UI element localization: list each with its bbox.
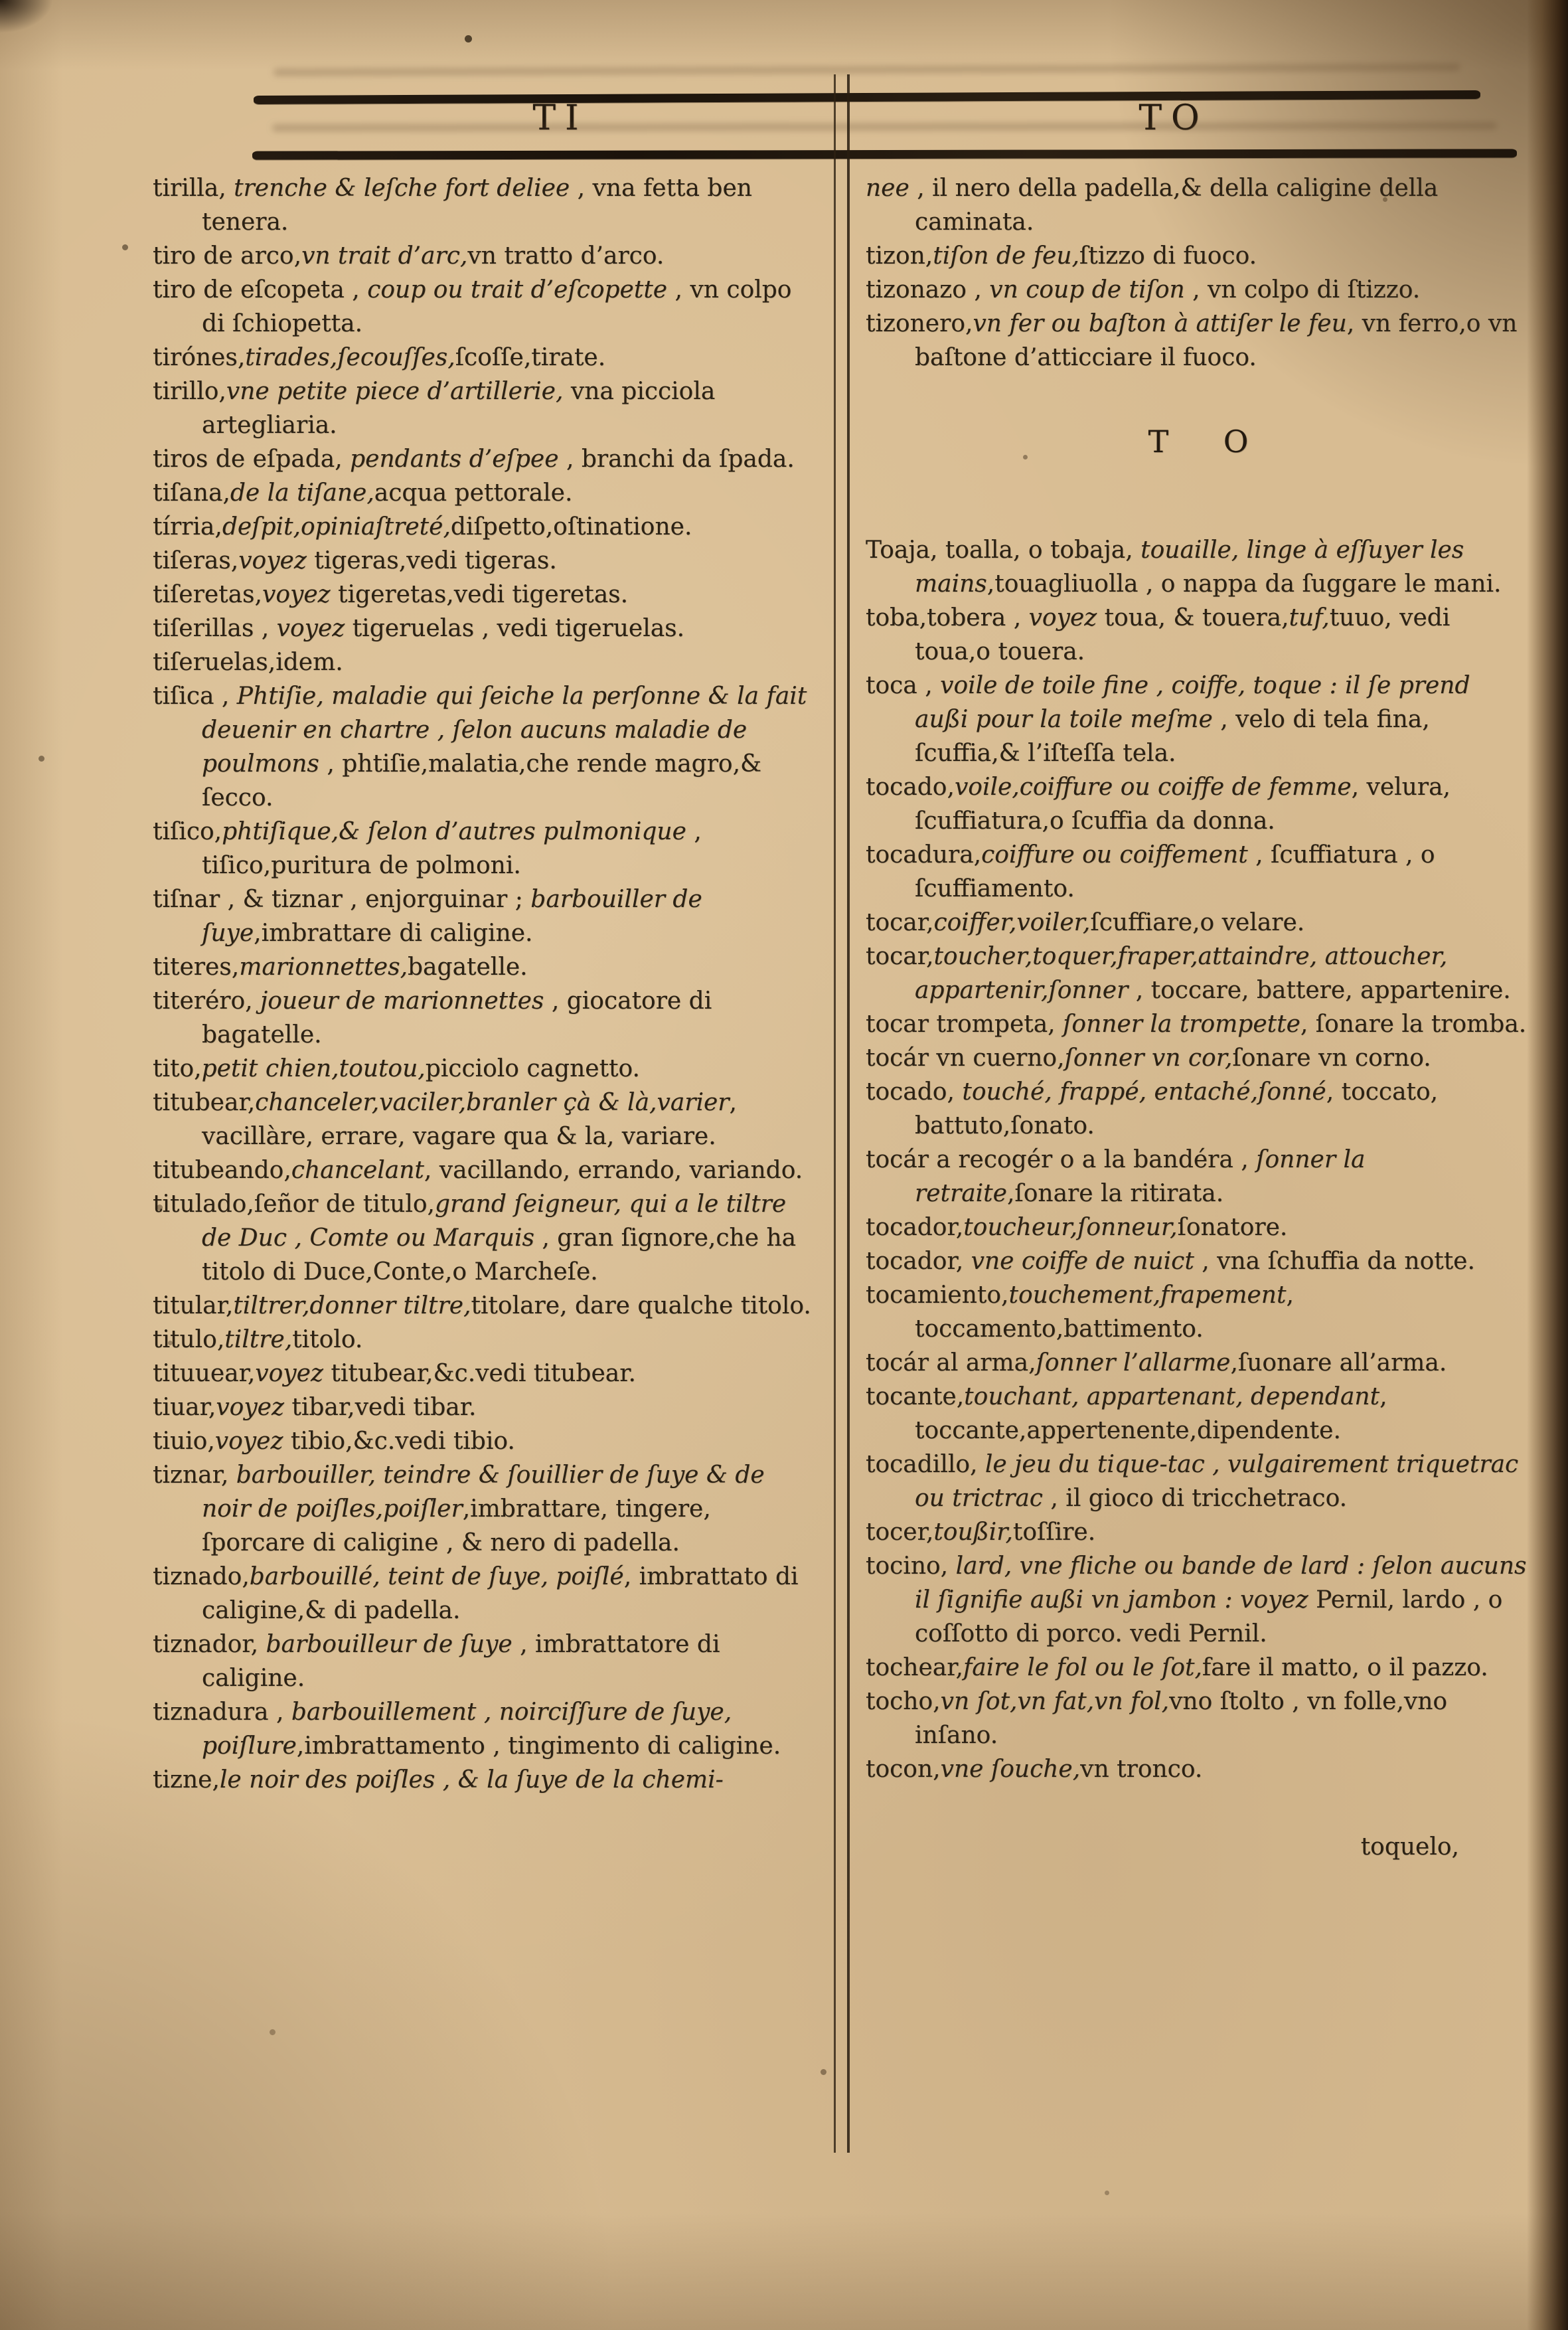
text-segment: tírria,	[153, 513, 222, 541]
french-gloss: touaille, linge à eſſuyer les mains	[915, 537, 1464, 598]
text-segment: tocár a recogér o a la bandéra ,	[866, 1146, 1257, 1173]
text-segment: tiſeruelas,idem.	[153, 649, 343, 676]
ink-specks	[0, 0, 3, 3]
text-segment: toca ,	[866, 672, 941, 699]
french-gloss: voyez	[238, 547, 307, 574]
text-segment: tiſnar , & tiznar , enjorguinar ;	[153, 886, 531, 913]
french-gloss: toucheur,ſonneur,	[963, 1214, 1178, 1241]
header-rule-bottom	[252, 149, 1517, 159]
french-gloss: toucher,toquer,fraper,attaindre, attoucher, appartenir,ſonner	[915, 943, 1448, 1004]
text-segment: titolare, dare qualche titolo.	[471, 1292, 811, 1319]
french-gloss: tiſon de feu,	[933, 242, 1079, 270]
dictionary-entry	[153, 1086, 818, 1153]
text-segment: tocino,	[866, 1552, 956, 1580]
text-segment: , toccamento,battimento.	[915, 1282, 1294, 1343]
text-segment: tocar,	[866, 943, 934, 970]
french-gloss: le jeu du tique-tac , vulgairement triquetrac ou trictrac	[915, 1451, 1519, 1512]
text-segment: tocár al arma,	[866, 1349, 1036, 1376]
right-column	[866, 171, 1531, 1864]
dictionary-entry	[153, 1763, 818, 1797]
dictionary-entry	[866, 1752, 1531, 1786]
dictionary-entry	[866, 1346, 1531, 1380]
text-segment: tocador,	[866, 1214, 964, 1241]
dictionary-entry	[866, 1448, 1531, 1515]
dictionary-entry	[866, 273, 1531, 307]
french-gloss: touchant, appartenant, dependant	[964, 1383, 1380, 1410]
text-segment: tocadillo,	[866, 1451, 985, 1478]
text-segment: tiuio,	[153, 1428, 215, 1455]
dictionary-entry	[866, 1685, 1531, 1752]
dictionary-entry	[153, 679, 818, 815]
dictionary-entry	[153, 815, 818, 882]
dictionary-entry	[153, 544, 818, 578]
french-gloss: voile,coiffure ou coiffe de femme	[954, 774, 1352, 801]
french-gloss: tirades,ſecouſſes,	[245, 344, 455, 371]
text-segment: tigeras,vedi tigeras.	[306, 547, 557, 574]
section-header-TO: T O	[1148, 424, 1271, 459]
text-segment: tiſerillas ,	[153, 615, 277, 642]
text-segment: Toaja, toalla, o tobaja,	[866, 537, 1141, 564]
text-segment: titolo.	[292, 1326, 363, 1353]
french-gloss: voile de toile fine , coiffe, toque : il ſe prend außi pour la toile meſme	[915, 672, 1470, 733]
text-segment: tizonero,	[866, 310, 973, 337]
text-segment: tocar,	[866, 909, 934, 936]
dictionary-entry	[866, 838, 1531, 906]
text-segment: ſtizzo di fuoco.	[1079, 242, 1257, 270]
french-gloss: tuf,	[1289, 604, 1330, 631]
french-gloss: vne petite piece d’artillerie,	[226, 378, 564, 405]
dictionary-entry	[866, 171, 1531, 239]
page-corner-shadow	[0, 0, 53, 33]
text-segment: toba,tobera ,	[866, 604, 1029, 631]
text-segment: Pernil, lardo , o coſſotto di porco. vedi Pernil.	[915, 1586, 1503, 1647]
text-segment: ſcoſſe,tirate.	[455, 344, 606, 371]
text-segment: , vn colpo di ſchiopetta.	[202, 276, 792, 337]
text-segment: , tiſico,puritura de polmoni.	[202, 818, 702, 879]
dictionary-entry	[866, 1651, 1531, 1685]
french-gloss: vn trait d’arc,	[301, 242, 468, 270]
dictionary-entry	[153, 984, 818, 1052]
text-segment: tigeretas,vedi tigeretas.	[330, 581, 629, 608]
dictionary-entry	[153, 578, 818, 612]
text-segment: tuuo, vedi toua,o touera.	[915, 604, 1450, 665]
text-segment: ſonatore.	[1177, 1214, 1288, 1241]
french-gloss: voyez	[276, 615, 345, 642]
text-segment: , phtiſie,malatia,che rende magro,& ſecco.	[202, 750, 762, 811]
text-segment: titeres,	[153, 954, 240, 981]
catchword: toquelo,	[1360, 1833, 1459, 1861]
text-segment: , ſonare la tromba.	[1300, 1011, 1527, 1038]
dictionary-entry	[153, 171, 818, 239]
column-divider-rule	[834, 74, 850, 2153]
dictionary-entry	[866, 1278, 1531, 1346]
french-gloss: touchement,frapement	[1008, 1282, 1287, 1309]
french-gloss: voyez	[262, 581, 331, 608]
text-segment: tizne,	[153, 1766, 220, 1793]
text-segment: , il nero della padella,& della caligine della caminata.	[909, 175, 1439, 236]
text-segment: tiuar,	[153, 1394, 216, 1421]
dictionary-entry	[153, 1390, 818, 1424]
french-gloss: voyez	[1028, 604, 1097, 631]
running-head-TI: TI	[532, 98, 588, 138]
text-segment: tizon,	[866, 242, 933, 270]
text-segment: , imbrattato di caligine,& di padella.	[202, 1563, 799, 1624]
text-segment: , giocatore di bagatelle.	[202, 987, 712, 1048]
dictionary-entry	[153, 1560, 818, 1627]
dictionary-entry	[153, 442, 818, 476]
text-segment: toua, & touera,	[1097, 604, 1289, 631]
french-gloss: barbouillement , noirciſſure de ſuye, poiſlure	[202, 1699, 732, 1760]
text-segment: tituuear,	[153, 1360, 256, 1387]
text-segment: vn tronco.	[1080, 1756, 1203, 1783]
text-segment: vno ſtolto , vn folle,vno inſano.	[915, 1688, 1448, 1749]
text-segment: tiznador,	[153, 1631, 266, 1658]
dictionary-entry	[153, 273, 818, 341]
text-segment: tocár vn cuerno,	[866, 1044, 1065, 1072]
right-column-after-section	[866, 533, 1531, 1786]
text-segment: , il gioco di tricchetraco.	[1042, 1485, 1348, 1512]
text-segment: tiſeras,	[153, 547, 239, 574]
text-segment: tocador,	[866, 1248, 971, 1275]
right-column-before-section	[866, 171, 1531, 374]
text-segment: , toccato, battuto,ſonato.	[915, 1078, 1439, 1139]
french-gloss: barbouiller de ſuye	[202, 886, 702, 947]
text-segment: tocon,	[866, 1756, 941, 1783]
french-gloss: touché, frappé, entaché,ſonné	[962, 1078, 1326, 1106]
french-gloss: ſonner l’allarme	[1036, 1349, 1231, 1376]
dictionary-entry	[866, 1041, 1531, 1075]
text-segment: , vna ſchuffia da notte.	[1194, 1248, 1475, 1275]
text-segment: , toccare, battere, appartenire.	[1128, 977, 1511, 1004]
text-segment: tocamiento,	[866, 1282, 1009, 1309]
french-gloss: voyez	[255, 1360, 323, 1387]
dictionary-entry	[153, 1424, 818, 1458]
french-gloss: grand ſeigneur, qui a le tiltre de Duc , Comte ou Marquis	[202, 1191, 787, 1252]
dictionary-entry	[153, 1289, 818, 1323]
text-segment: , vna fetta ben tenera.	[202, 175, 752, 236]
text-segment: titubear,	[153, 1089, 256, 1116]
text-segment: ,imbrattare, tingere, ſporcare di caligine , & nero di padella.	[202, 1495, 711, 1556]
text-segment: tochear,	[866, 1654, 963, 1681]
dictionary-entry	[866, 1075, 1531, 1143]
text-segment: tiſana,	[153, 479, 230, 507]
dictionary-entry	[866, 533, 1531, 601]
french-gloss: coiffure ou coiffement	[981, 841, 1248, 869]
french-gloss: nee	[866, 175, 909, 202]
left-column	[153, 171, 818, 1797]
text-segment: titulado,ſeñor de titulo,	[153, 1191, 435, 1218]
text-segment: titulo,	[153, 1326, 225, 1353]
french-gloss: tiltrer,donner tiltre,	[233, 1292, 471, 1319]
text-segment: titeréro,	[153, 987, 261, 1015]
french-gloss: de la tiſane,	[230, 479, 374, 507]
dictionary-entry	[866, 906, 1531, 940]
dictionary-entry	[153, 510, 818, 544]
running-heads	[254, 98, 1480, 138]
dictionary-entry	[153, 1357, 818, 1390]
french-gloss: Phtiſie, maladie qui ſeiche la perſonne & la fait deuenir en chartre , ſelon aucuns maladie de poulmons	[202, 683, 807, 778]
french-gloss: coiffer,voiler,	[933, 909, 1091, 936]
french-gloss: barbouillé, teint de ſuye, poiſlé	[249, 1563, 624, 1590]
french-gloss: vne ſouche,	[940, 1756, 1081, 1783]
text-segment: ,touagliuolla , o nappa da ſuggare le mani.	[986, 570, 1502, 598]
text-segment: tiznadura ,	[153, 1699, 291, 1726]
text-segment: ,imbrattamento , tingimento di caligine.	[296, 1732, 781, 1760]
text-segment: tocar trompeta,	[866, 1011, 1063, 1038]
text-segment: tizonazo ,	[866, 276, 990, 303]
text-segment: tocadura,	[866, 841, 982, 869]
french-gloss: voyez	[214, 1428, 283, 1455]
text-segment: acqua pettorale.	[374, 479, 573, 507]
text-segment: , vn colpo di ſtizzo.	[1184, 276, 1421, 303]
text-segment: tibio,&c.vedi tibio.	[283, 1428, 515, 1455]
text-segment: ſcuffiare,o velare.	[1090, 909, 1305, 936]
dictionary-entry	[866, 1210, 1531, 1244]
dictionary-entry	[153, 612, 818, 645]
text-segment: tirilla,	[153, 175, 234, 202]
dictionary-entry	[153, 1187, 818, 1289]
text-segment: tocer,	[866, 1519, 934, 1546]
text-segment: , branchi da ſpada.	[558, 446, 795, 473]
text-segment: titubear,&c.vedi titubear.	[323, 1360, 636, 1387]
text-segment: , toccante,appertenente,dipendente.	[915, 1383, 1387, 1444]
french-gloss: barbouilleur de ſuye	[266, 1631, 512, 1658]
dictionary-entry	[153, 341, 818, 374]
text-segment: tigeruelas , vedi tigeruelas.	[345, 615, 685, 642]
text-segment: tiro de arco,	[153, 242, 302, 270]
french-gloss: ſonner la retraite	[915, 1146, 1366, 1207]
text-segment: tirillo,	[153, 378, 226, 405]
dictionary-entry	[866, 239, 1531, 273]
dictionary-entry	[866, 770, 1531, 838]
text-segment: vn tratto d’arco.	[467, 242, 665, 270]
text-segment: tiros de eſpada,	[153, 446, 351, 473]
french-gloss: petit chien,toutou,	[201, 1055, 426, 1082]
text-segment: tiſico,	[153, 818, 222, 845]
dictionary-entry	[153, 374, 818, 442]
french-gloss: le noir des poiſles , & la ſuye de la chemi-	[219, 1766, 724, 1793]
text-segment: , vacillando, errando, variando.	[424, 1157, 803, 1184]
french-gloss: toußir,	[933, 1519, 1013, 1546]
text-segment: , velura, ſcuffiatura,o ſcuffia da donna.	[915, 774, 1450, 835]
running-head-right-cell	[867, 98, 1480, 138]
text-segment: tito,	[153, 1055, 202, 1082]
dictionary-entry	[866, 1007, 1531, 1041]
text-segment: , ſcuffiatura , o ſcuffiamento.	[915, 841, 1435, 902]
text-segment: tiro de eſcopeta ,	[153, 276, 368, 303]
dictionary-entry	[153, 1627, 818, 1695]
dictionary-entry	[153, 1052, 818, 1086]
french-gloss: chancelant	[291, 1157, 424, 1184]
french-gloss: phtiſique,& ſelon d’autres pulmonique	[222, 818, 686, 845]
text-segment: tiznar,	[153, 1461, 236, 1489]
french-gloss: lard, vne fliche ou bande de lard : ſelon aucuns il ſignifie außi vn jambon : voyez	[915, 1552, 1527, 1614]
dictionary-entry	[866, 307, 1531, 374]
text-segment: toſſire.	[1012, 1519, 1096, 1546]
dictionary-entry	[153, 239, 818, 273]
french-gloss: pendants d’eſpee	[350, 446, 559, 473]
dictionary-entry	[153, 645, 818, 679]
french-gloss: joueur de marionnettes	[260, 987, 544, 1015]
text-segment: , vn ferro,o vn baſtone d’atticciare il fuoco.	[915, 310, 1518, 371]
french-gloss: voyez	[216, 1394, 284, 1421]
french-gloss: chanceler,vaciler,branler çà & là,varier	[255, 1089, 730, 1116]
dictionary-entry	[153, 1153, 818, 1187]
text-segment: diſpetto,oſtinatione.	[450, 513, 692, 541]
french-gloss: vn coup de tiſon	[989, 276, 1185, 303]
text-segment: titular,	[153, 1292, 234, 1319]
text-segment: bagatelle.	[408, 954, 528, 981]
text-segment: ,imbrattare di caligine.	[254, 920, 533, 947]
book-gutter-shadow	[1527, 0, 1568, 2330]
dictionary-entry	[866, 1380, 1531, 1448]
dictionary-entry	[866, 1515, 1531, 1549]
dictionary-entry	[866, 1549, 1531, 1651]
text-segment: tiſeretas,	[153, 581, 262, 608]
dictionary-entry	[153, 1323, 818, 1357]
french-gloss: barbouiller, teindre & ſouillier de ſuye & de noir de poiſles,poiſler	[202, 1461, 765, 1523]
dictionary-entry	[866, 1143, 1531, 1210]
french-gloss: ſonner vn cor,	[1064, 1044, 1233, 1072]
dictionary-entry	[153, 882, 818, 950]
dictionary-entry	[153, 1458, 818, 1560]
text-segment: tibar,vedi tibar.	[283, 1394, 477, 1421]
dictionary-entry	[866, 1244, 1531, 1278]
text-segment: ſonare vn corno.	[1232, 1044, 1431, 1072]
text-segment: titubeando,	[153, 1157, 291, 1184]
dictionary-entry	[866, 940, 1531, 1007]
dictionary-entry	[153, 1695, 818, 1763]
french-gloss: ſonner la trompette	[1063, 1011, 1300, 1038]
french-gloss: marionnettes,	[239, 954, 408, 981]
text-segment: ,ſonare la ritirata.	[1006, 1180, 1224, 1207]
running-head-left-cell	[254, 98, 867, 138]
dictionary-entry	[153, 950, 818, 984]
text-segment: tocado,	[866, 774, 955, 801]
text-segment: , vacillàre, errare, vagare qua & la, variare.	[202, 1089, 737, 1150]
french-gloss: tiltre,	[224, 1326, 293, 1353]
french-gloss: vne coiffe de nuict	[971, 1248, 1194, 1275]
text-segment: tiznado,	[153, 1563, 250, 1590]
french-gloss: vn ſot,vn fat,vn fol,	[940, 1688, 1170, 1715]
french-gloss: deſpit,opiniaſtreté,	[222, 513, 451, 541]
dictionary-entry	[153, 476, 818, 510]
text-segment: tiſica ,	[153, 683, 237, 710]
text-segment: vna picciola artegliaria.	[202, 378, 716, 439]
text-segment: , imbrattatore di caligine.	[202, 1631, 720, 1692]
text-segment: , gran ſignore,che ha titolo di Duce,Conte,o Marcheſe.	[202, 1224, 797, 1286]
text-segment: fare il matto, o il pazzo.	[1202, 1654, 1488, 1681]
text-segment: ,ſuonare all’arma.	[1230, 1349, 1447, 1376]
text-segment: tocante,	[866, 1383, 965, 1410]
french-gloss: trenche & leſche fort deliee	[234, 175, 570, 202]
dictionary-entry	[866, 601, 1531, 669]
french-gloss: faire le fol ou le ſot,	[963, 1654, 1202, 1681]
french-gloss: coup ou trait d’eſcopette	[367, 276, 668, 303]
text-segment: tirónes,	[153, 344, 246, 371]
text-segment: , velo di tela fina, ſcuffia,& l’iſteſſa tela.	[915, 706, 1430, 767]
french-gloss: vn fer ou baſton à attiſer le feu	[973, 310, 1347, 337]
text-segment: picciolo cagnetto.	[425, 1055, 640, 1082]
running-head-TO: TO	[1138, 98, 1209, 138]
text-segment: tocado,	[866, 1078, 963, 1106]
text-segment: tocho,	[866, 1688, 941, 1715]
dictionary-entry	[866, 669, 1531, 770]
